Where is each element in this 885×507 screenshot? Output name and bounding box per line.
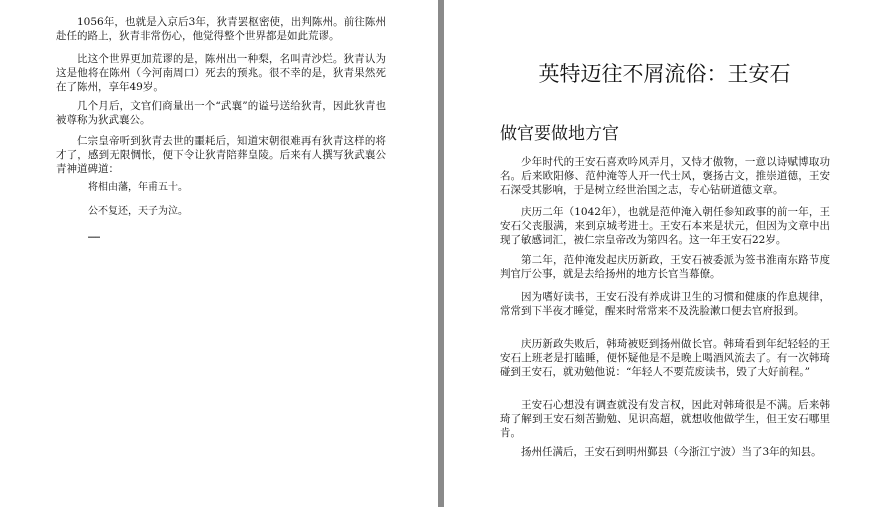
left-paragraph-1: 1056年，也就是入京后3年，狄青罢枢密使，出判陈州。前往陈州赴任的路上，狄青非常伤心，他觉得整个世界都是如此荒谬。: [56, 16, 386, 42]
right-paragraph-1: 少年时代的王安石喜欢吟风弄月，又恃才傲物，一意以诗赋博取功名。后来欧阳修、范仲淹等人开一代士风，褒扬古文，推崇道德，王安石深受其影响，于是树立经世治国之志，专心钻研道德文章。: [500, 156, 830, 196]
right-page: [444, 0, 885, 507]
poem-line-1: 将相由藩，年甫五十。: [88, 182, 188, 193]
right-paragraph-3: 第二年，范仲淹发起庆历新政，王安石被委派为签书淮南东路节度判官厅公事，就是去给扬州的地方长官当幕僚。: [500, 254, 830, 280]
right-paragraph-2: 庆历二年（1042年），也就是范仲淹入朝任参知政事的前一年，王安石父丧服满，来到京城考进士。王安石本来是状元，但因为文章中出现了敏感词汇，被仁宗皇帝改为第四名。这一年王安石22岁。: [500, 206, 830, 246]
right-paragraph-6: 王安石心想没有调查就没有发言权，因此对韩琦很是不满。后来韩琦了解到王安石刻苦勤勉、见识高超，就想收他做学生，但王安石哪里肯。: [500, 399, 830, 439]
left-paragraph-4: 仁宗皇帝听到狄青去世的噩耗后，知道宋朝很难再有狄青这样的将才了，感到无限惆怅，便下令让狄青陪葬皇陵。后来有人撰写狄武襄公青神道碑道：: [56, 135, 386, 175]
right-paragraph-7: 扬州任满后，王安石到明州鄞县（今浙江宁波）当了3年的知县。: [521, 446, 822, 458]
left-paragraph-3: 几个月后，文官们商量出一个“武襄”的谥号送给狄青，因此狄青也被尊称为狄武襄公。: [56, 100, 386, 126]
left-page: [0, 0, 438, 507]
right-paragraph-5: 庆历新政失败后，韩琦被贬到扬州做长官。韩琦看到年纪轻轻的王安石上班老是打瞌睡，便怀疑他是不是晚上喝酒风流去了。有一次韩琦碰到王安石，就劝勉他说：“年轻人不要荒废读书，毁了大好前程。”: [500, 338, 830, 378]
chapter-title: 英特迈往不屑流俗：王安石: [538, 62, 791, 86]
section-title: 做官要做地方官: [500, 124, 619, 144]
left-paragraph-2: 比这个世界更加荒谬的是，陈州出一种梨，名叫青沙烂。狄青认为这是他将在陈州（今河南周口）死去的预兆。很不幸的是，狄青果然死在了陈州，享年49岁。: [56, 53, 386, 93]
right-paragraph-4: 因为嗜好读书，王安石没有养成讲卫生的习惯和健康的作息规律，常常到下半夜才睡觉，醒来时常常来不及洗脸漱口便去官府报到。: [500, 291, 830, 317]
poem-ellipsis: ……: [88, 230, 101, 241]
poem-line-2: 公不复还，天子为泣。: [88, 206, 188, 217]
